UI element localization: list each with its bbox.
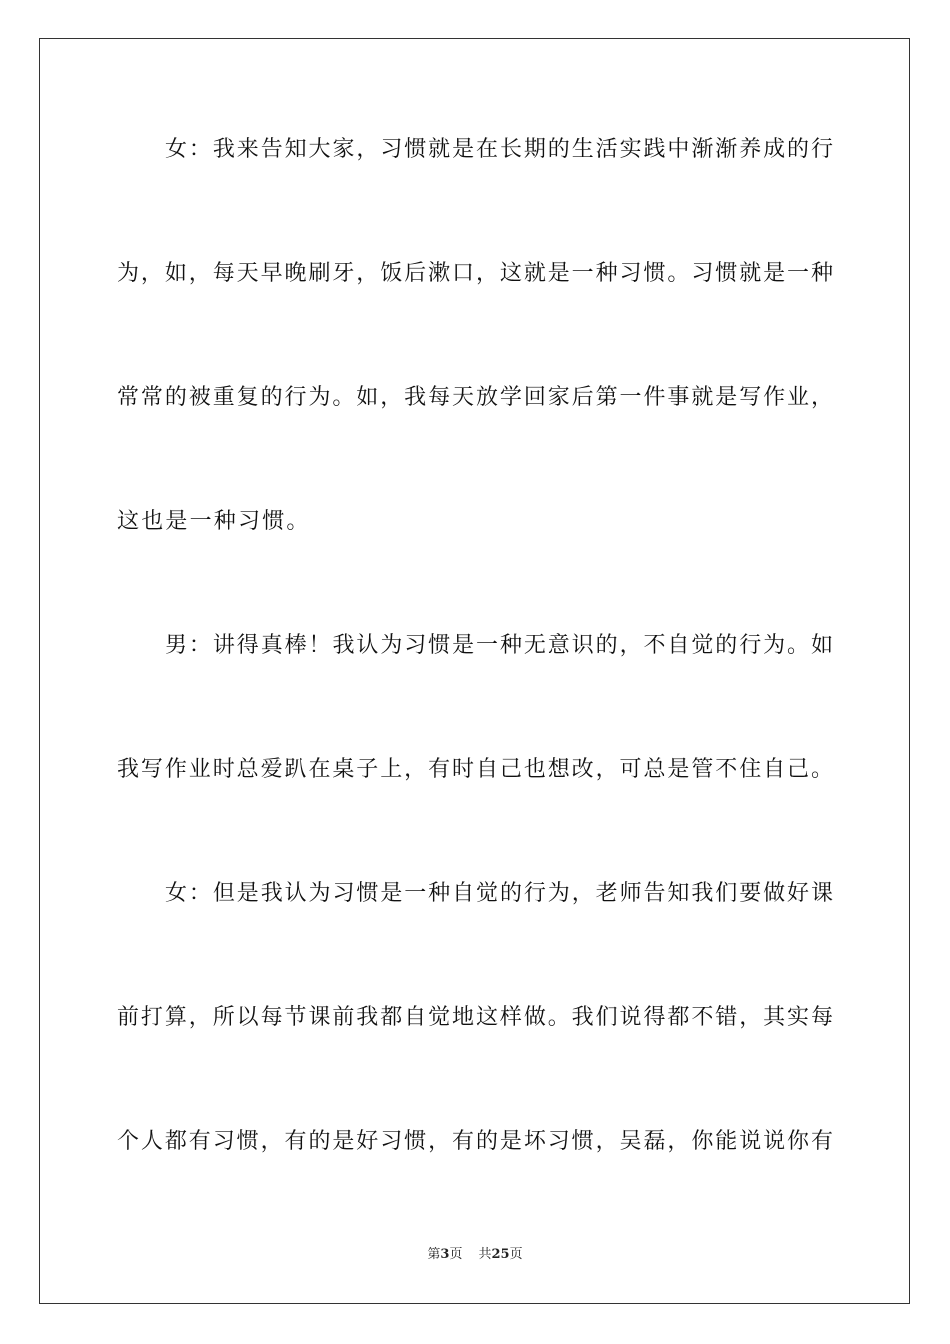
- page-suffix: 页: [449, 1247, 463, 1262]
- text-line-4: 这也是一种习惯。: [117, 509, 311, 534]
- page-number: [427, 1246, 462, 1264]
- total-suffix: 页: [509, 1247, 523, 1262]
- text-line-6: 我写作业时总爱趴在桌子上，有时自己也想改，可总是管不住自己。: [117, 757, 833, 782]
- total-count: 25: [491, 1247, 510, 1262]
- page-prefix: 第: [427, 1247, 441, 1262]
- page-border: [39, 38, 910, 1304]
- text-line-2: 为，如，每天早晚刷牙，饭后漱口，这就是一种习惯。习惯就是一种: [117, 261, 833, 286]
- total-prefix: 共: [478, 1247, 492, 1262]
- text-line-5: 男：讲得真棒！我认为习惯是一种无意识的，不自觉的行为。如: [165, 633, 833, 658]
- page-footer: [0, 1246, 950, 1264]
- text-line-9: 个人都有习惯，有的是好习惯，有的是坏习惯，吴磊，你能说说你有: [117, 1129, 833, 1154]
- page-current: 3: [440, 1247, 450, 1262]
- text-line-1: 女：我来告知大家，习惯就是在长期的生活实践中渐渐养成的行: [165, 137, 833, 162]
- page-total: [478, 1246, 522, 1264]
- text-line-7: 女：但是我认为习惯是一种自觉的行为，老师告知我们要做好课: [165, 881, 833, 906]
- text-line-3: 常常的被重复的行为。如，我每天放学回家后第一件事就是写作业，: [117, 385, 833, 410]
- text-line-8: 前打算，所以每节课前我都自觉地这样做。我们说得都不错，其实每: [117, 1005, 833, 1030]
